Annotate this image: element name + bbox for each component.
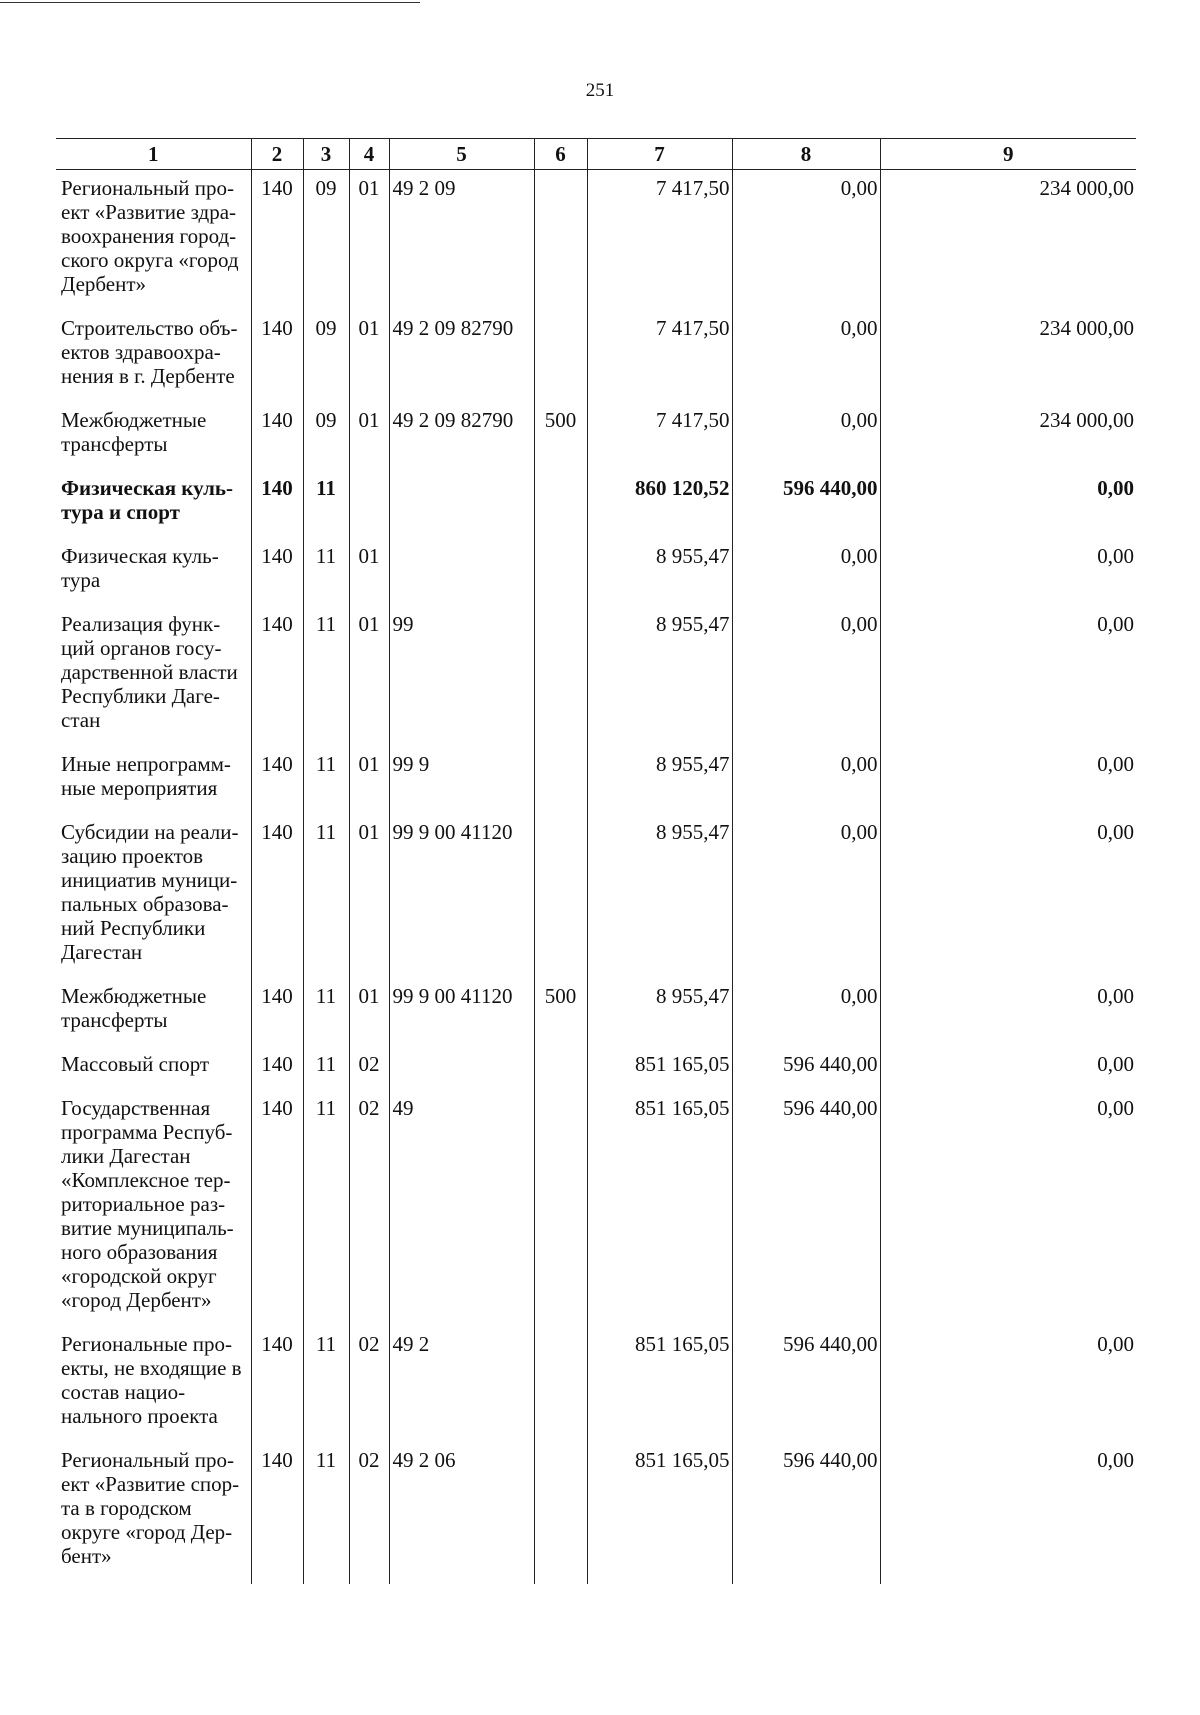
subsection-cell: 01	[349, 978, 389, 1046]
header-row	[56, 139, 1136, 170]
section-cell: 11	[303, 1442, 349, 1584]
target-article-cell: 49	[389, 1090, 534, 1326]
expense-type-cell	[534, 538, 587, 606]
target-article-cell: 99 9 00 41120	[389, 978, 534, 1046]
amount-cell: 0,00	[880, 538, 1136, 606]
section-cell: 09	[303, 310, 349, 402]
header-cell: 4	[349, 139, 389, 170]
table-row	[56, 402, 1136, 470]
table-row	[56, 1326, 1136, 1442]
amount-cell: 0,00	[880, 1326, 1136, 1442]
amount-cell: 596 440,00	[732, 1090, 880, 1326]
row-name-cell: Региональные про-екты, не входящие в состав нацио-нального проекта	[61, 1332, 242, 1428]
section-cell: 11	[303, 746, 349, 814]
table-row	[56, 746, 1136, 814]
amount-cell: 0,00	[880, 1442, 1136, 1584]
amount-cell: 0,00	[880, 606, 1136, 746]
top-rule	[0, 2, 420, 3]
amount-cell: 0,00	[880, 1046, 1136, 1090]
code-cell: 140	[251, 402, 303, 470]
subsection-cell: 01	[349, 538, 389, 606]
row-name-cell: Массовый спорт	[61, 1052, 210, 1076]
expense-type-cell	[534, 606, 587, 746]
target-article-cell: 49 2 06	[389, 1442, 534, 1584]
amount-cell: 0,00	[732, 310, 880, 402]
amount-cell: 0,00	[880, 978, 1136, 1046]
table-row	[56, 1090, 1136, 1326]
amount-cell: 8 955,47	[587, 746, 732, 814]
amount-cell: 8 955,47	[587, 538, 732, 606]
table-row	[56, 310, 1136, 402]
amount-cell: 8 955,47	[587, 978, 732, 1046]
subsection-cell: 01	[349, 606, 389, 746]
subsection-cell: 01	[349, 402, 389, 470]
code-cell: 140	[251, 1442, 303, 1584]
amount-cell: 851 165,05	[587, 1046, 732, 1090]
amount-cell: 860 120,52	[587, 470, 732, 538]
subsection-cell: 01	[349, 170, 389, 311]
amount-cell: 851 165,05	[587, 1090, 732, 1326]
section-cell: 11	[303, 1090, 349, 1326]
row-name-cell: Региональный про-ект «Развитие здра-воохранения город-ского округа «город Дербент»	[61, 176, 239, 296]
subsection-cell: 02	[349, 1090, 389, 1326]
table-row	[56, 1442, 1136, 1584]
code-cell: 140	[251, 606, 303, 746]
table-row	[56, 170, 1136, 311]
amount-cell: 0,00	[732, 814, 880, 978]
amount-cell: 234 000,00	[880, 402, 1136, 470]
target-article-cell: 49 2	[389, 1326, 534, 1442]
target-article-cell: 99 9	[389, 746, 534, 814]
section-cell: 11	[303, 470, 349, 538]
section-cell: 11	[303, 978, 349, 1046]
row-name-cell: Межбюджетные трансферты	[61, 984, 207, 1032]
amount-cell: 851 165,05	[587, 1326, 732, 1442]
table-row	[56, 1046, 1136, 1090]
amount-cell: 596 440,00	[732, 1326, 880, 1442]
code-cell: 140	[251, 310, 303, 402]
section-cell: 11	[303, 1046, 349, 1090]
row-name-cell: Межбюджетные трансферты	[61, 408, 207, 456]
subsection-cell: 02	[349, 1046, 389, 1090]
target-article-cell	[389, 470, 534, 538]
section-cell: 11	[303, 538, 349, 606]
target-article-cell: 99 9 00 41120	[389, 814, 534, 978]
section-cell: 09	[303, 170, 349, 311]
subsection-cell: 01	[349, 746, 389, 814]
amount-cell: 7 417,50	[587, 170, 732, 311]
amount-cell: 0,00	[732, 978, 880, 1046]
header-cell: 5	[389, 139, 534, 170]
amount-cell: 0,00	[880, 470, 1136, 538]
expense-type-cell	[534, 310, 587, 402]
table-row	[56, 978, 1136, 1046]
section-cell: 09	[303, 402, 349, 470]
row-name-cell: Государственная программа Респуб-лики Дагестан «Комплексное тер-риториальное раз-витие муниципаль-ного образования «городской округ «город Дербент»	[61, 1096, 234, 1312]
subsection-cell: 01	[349, 814, 389, 978]
table-row	[56, 538, 1136, 606]
code-cell: 140	[251, 1326, 303, 1442]
code-cell: 140	[251, 1046, 303, 1090]
expense-type-cell	[534, 470, 587, 538]
amount-cell: 8 955,47	[587, 814, 732, 978]
header-cell: 3	[303, 139, 349, 170]
amount-cell: 7 417,50	[587, 402, 732, 470]
row-name-cell: Иные непрограмм-ные мероприятия	[61, 752, 231, 800]
code-cell: 140	[251, 1090, 303, 1326]
amount-cell: 0,00	[732, 606, 880, 746]
subsection-cell: 01	[349, 310, 389, 402]
code-cell: 140	[251, 746, 303, 814]
header-cell: 2	[251, 139, 303, 170]
header-cell: 1	[56, 139, 251, 170]
section-cell: 11	[303, 814, 349, 978]
section-cell: 11	[303, 606, 349, 746]
amount-cell: 0,00	[732, 402, 880, 470]
expense-type-cell	[534, 814, 587, 978]
amount-cell: 0,00	[880, 1090, 1136, 1326]
amount-cell: 7 417,50	[587, 310, 732, 402]
code-cell: 140	[251, 814, 303, 978]
target-article-cell	[389, 1046, 534, 1090]
subsection-cell	[349, 470, 389, 538]
code-cell: 140	[251, 978, 303, 1046]
expense-type-cell	[534, 1326, 587, 1442]
page-number: 251	[585, 80, 615, 101]
target-article-cell	[389, 538, 534, 606]
expense-type-cell	[534, 746, 587, 814]
amount-cell: 0,00	[732, 746, 880, 814]
amount-cell: 596 440,00	[732, 470, 880, 538]
header-cell: 8	[732, 139, 880, 170]
row-name-cell: Субсидии на реали-зацию проектов инициатив муници-пальных образова-ний Республики Дагестан	[61, 820, 239, 964]
target-article-cell: 99	[389, 606, 534, 746]
amount-cell: 851 165,05	[587, 1442, 732, 1584]
amount-cell: 596 440,00	[732, 1046, 880, 1090]
expense-type-cell	[534, 170, 587, 311]
amount-cell: 0,00	[732, 538, 880, 606]
code-cell: 140	[251, 470, 303, 538]
expense-type-cell: 500	[534, 978, 587, 1046]
code-cell: 140	[251, 538, 303, 606]
target-article-cell: 49 2 09 82790	[389, 310, 534, 402]
budget-table	[56, 138, 1136, 1584]
table-row	[56, 470, 1136, 538]
expense-type-cell	[534, 1442, 587, 1584]
target-article-cell: 49 2 09	[389, 170, 534, 311]
header-cell: 6	[534, 139, 587, 170]
code-cell: 140	[251, 170, 303, 311]
row-name-cell: Физическая куль-тура и спорт	[61, 476, 233, 524]
expense-type-cell	[534, 1090, 587, 1326]
amount-cell: 234 000,00	[880, 310, 1136, 402]
subsection-cell: 02	[349, 1442, 389, 1584]
header-cell: 9	[880, 139, 1136, 170]
amount-cell: 0,00	[880, 814, 1136, 978]
amount-cell: 0,00	[732, 170, 880, 311]
amount-cell: 8 955,47	[587, 606, 732, 746]
expense-type-cell: 500	[534, 402, 587, 470]
row-name-cell: Физическая куль-тура	[61, 544, 219, 592]
header-cell: 7	[587, 139, 732, 170]
row-name-cell: Региональный про-ект «Развитие спор-та в городском округе «город Дер-бент»	[61, 1448, 240, 1568]
subsection-cell: 02	[349, 1326, 389, 1442]
row-name-cell: Строительство объ-ектов здравоохра-нения в г. Дербенте	[61, 316, 238, 388]
expense-type-cell	[534, 1046, 587, 1090]
table-row	[56, 606, 1136, 746]
amount-cell: 0,00	[880, 746, 1136, 814]
target-article-cell: 49 2 09 82790	[389, 402, 534, 470]
table-row	[56, 814, 1136, 978]
amount-cell: 234 000,00	[880, 170, 1136, 311]
section-cell: 11	[303, 1326, 349, 1442]
row-name-cell: Реализация функ-ций органов госу-дарственной власти Республики Даге-стан	[61, 612, 238, 732]
amount-cell: 596 440,00	[732, 1442, 880, 1584]
